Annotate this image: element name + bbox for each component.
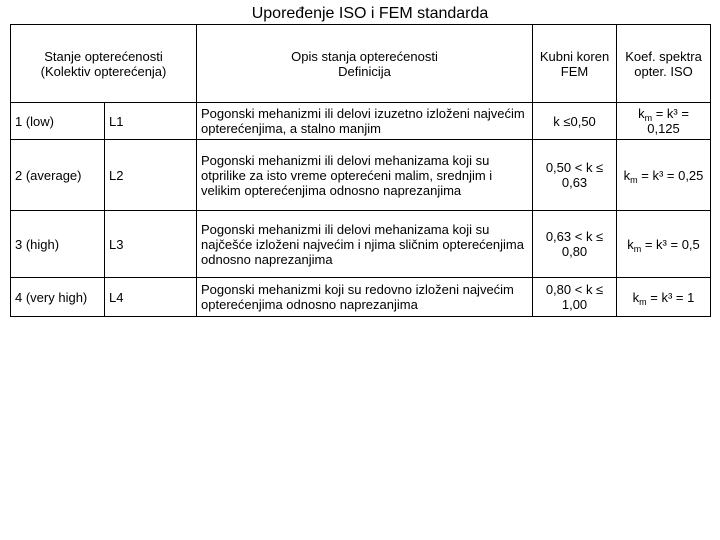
cell-state: 4 (very high) <box>11 278 105 317</box>
cell-state: 2 (average) <box>11 140 105 211</box>
cell-iso <box>617 103 711 140</box>
iso-k: k <box>632 289 640 305</box>
table-row <box>11 140 711 211</box>
cell-code: L1 <box>105 103 197 140</box>
iso-k: k <box>638 106 645 121</box>
cell-code: L3 <box>105 211 197 278</box>
cell-fem: 0,80 < k ≤ 1,00 <box>533 278 617 317</box>
iso-rest: = k³ = 0,125 <box>647 106 689 136</box>
cell-code: L4 <box>105 278 197 317</box>
cell-iso <box>617 278 711 317</box>
iso-sub: m <box>630 174 638 185</box>
header-load-state-line1: Stanje opterećenosti <box>44 48 163 64</box>
iso-rest: = k³ = 1 <box>646 289 695 305</box>
header-iso: Koef. spektra opter. ISO <box>617 25 711 103</box>
cell-description: Pogonski mehanizmi ili delovi mehanizama koji su najčešće izloženi najvećim i njima sličnim opterećenjima odnosno naprezanjima <box>197 211 533 278</box>
cell-state: 1 (low) <box>11 103 105 140</box>
cell-description: Pogonski mehanizmi ili delovi izuzetno izloženi najvećim opterećenjima, a stalno manjim <box>197 103 533 140</box>
cell-fem: 0,63 < k ≤ 0,80 <box>533 211 617 278</box>
header-description <box>197 25 533 103</box>
cell-description: Pogonski mehanizmi koji su redovno izloženi najvećim opterećenjima odnosno naprezanjima <box>197 278 533 317</box>
table-header-row <box>11 25 711 103</box>
iso-rest: = k³ = 0,25 <box>637 167 704 183</box>
cell-state: 3 (high) <box>11 211 105 278</box>
cell-iso <box>617 140 711 211</box>
table-row <box>11 211 711 278</box>
table-row <box>11 103 711 140</box>
cell-fem: 0,50 < k ≤ 0,63 <box>533 140 617 211</box>
iso-rest: = k³ = 0,5 <box>641 236 700 252</box>
comparison-table <box>10 24 711 317</box>
iso-k: k <box>623 167 631 183</box>
header-fem: Kubni koren FEM <box>533 25 617 103</box>
iso-k: k <box>627 236 634 252</box>
table-row <box>11 278 711 317</box>
cell-fem: k ≤0,50 <box>533 103 617 140</box>
iso-sub: m <box>639 296 647 307</box>
header-description-line2: Definicija <box>338 63 391 79</box>
iso-sub: m <box>644 113 653 123</box>
cell-description: Pogonski mehanizmi ili delovi mehanizama koji su otprilike za isto vreme opterećeni malim, srednjim i velikim opterećenjima odnosno naprezanjima <box>197 140 533 211</box>
header-load-state <box>11 25 197 103</box>
header-description-line1: Opis stanja opterećenosti <box>291 48 438 64</box>
iso-sub: m <box>633 243 642 254</box>
cell-code: L2 <box>105 140 197 211</box>
header-load-state-line2: (Kolektiv opterećenja) <box>40 63 167 79</box>
page-title: Upoređenje ISO i FEM standarda <box>251 5 489 22</box>
cell-iso <box>617 211 711 278</box>
